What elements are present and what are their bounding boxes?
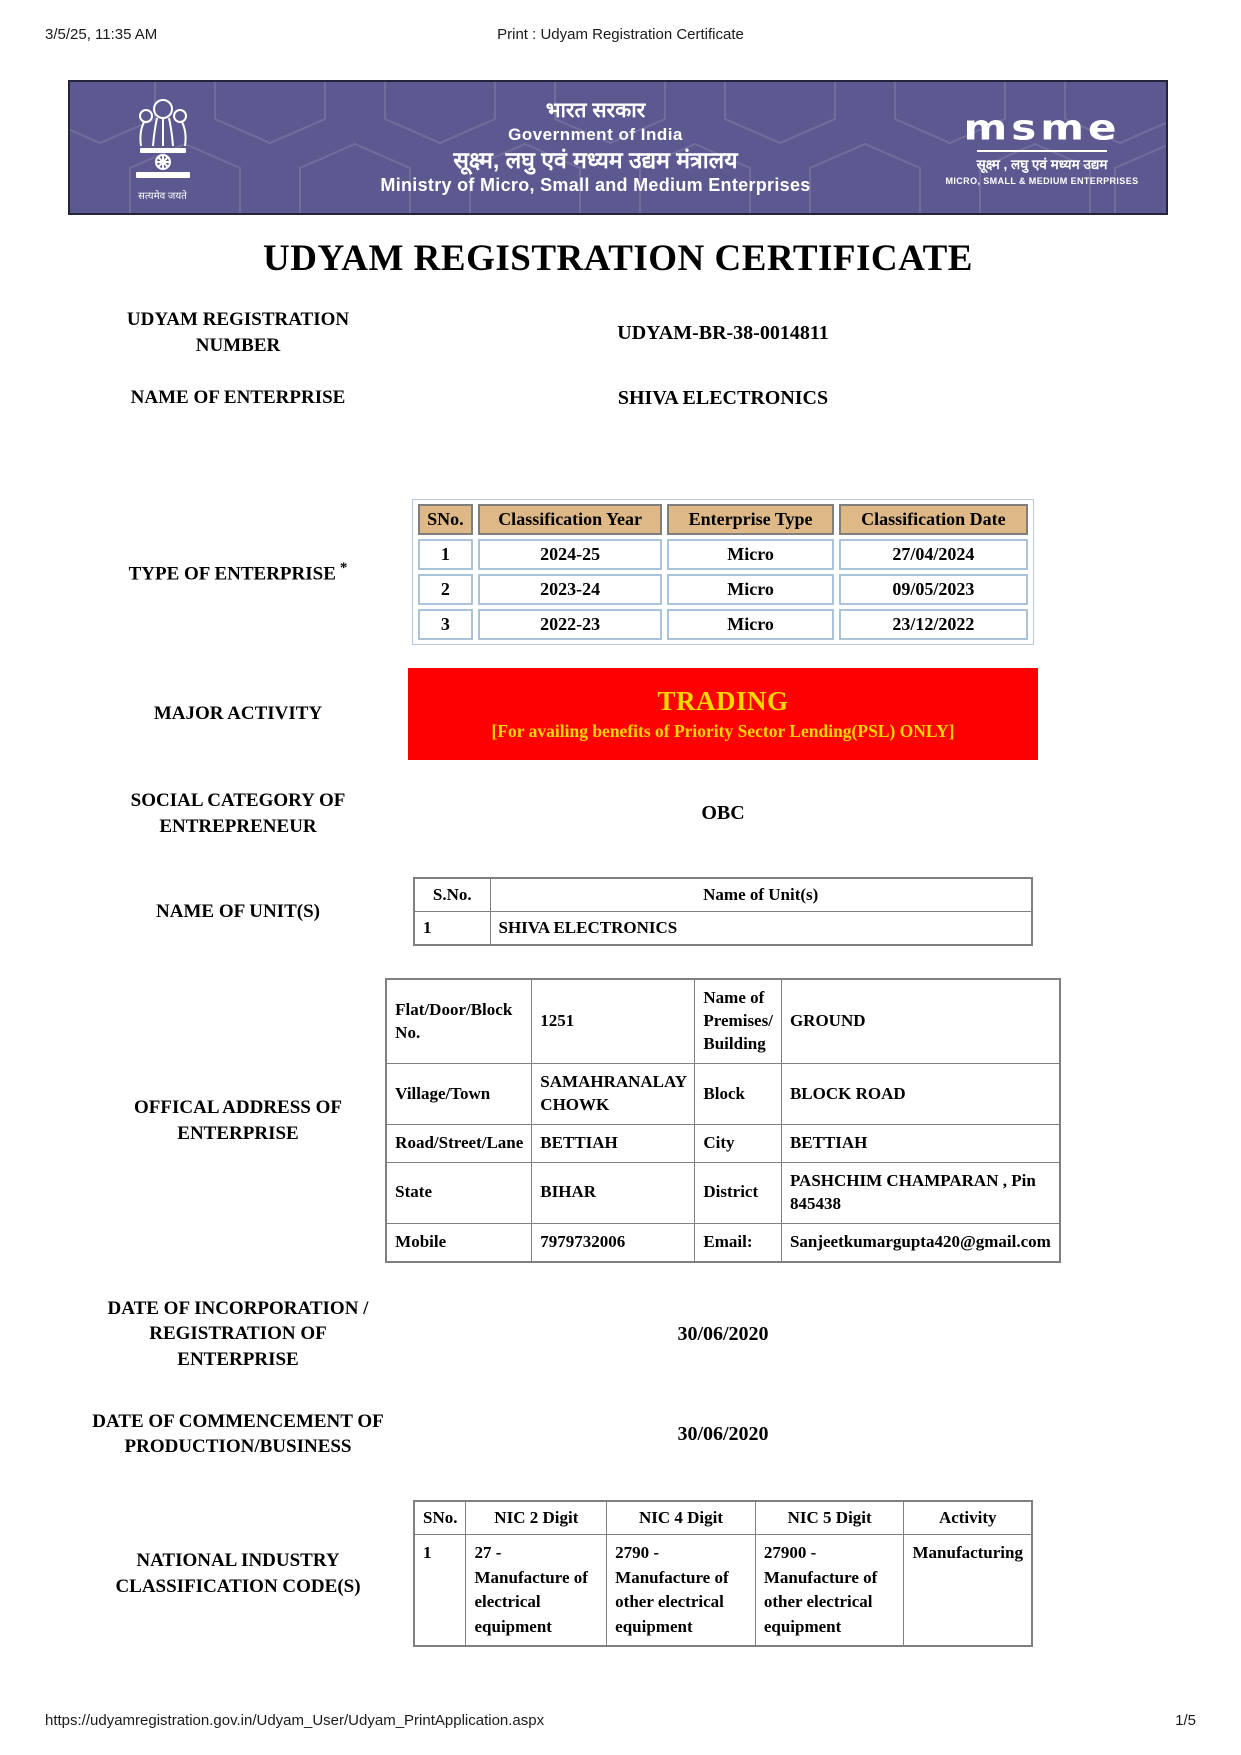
column-header: NIC 2 Digit [466, 1501, 607, 1535]
column-header: NIC 5 Digit [755, 1501, 904, 1535]
cell: 2 [418, 574, 473, 605]
emblem-caption: सत्यमेव जयते [138, 190, 187, 202]
cell: Manufacturing [904, 1534, 1032, 1646]
table-row [414, 912, 1032, 946]
field-row-major-activity [68, 668, 1168, 760]
column-header: Classification Date [839, 504, 1028, 535]
msme-logo [936, 109, 1166, 187]
cell: 09/05/2023 [839, 574, 1028, 605]
field-row-units [68, 877, 1168, 946]
table-header-row [418, 504, 1028, 535]
footer-page-number: 1/5 [1175, 1712, 1196, 1729]
banner-gov-english: Government of India [508, 125, 683, 145]
cell-value: PASHCHIM CHAMPARAN , Pin 845438 [781, 1162, 1059, 1223]
cell-label: Village/Town [386, 1064, 532, 1125]
table-row [386, 979, 1060, 1063]
field-row-social-category [68, 788, 1168, 839]
msme-tagline-english: MICRO, SMALL & MEDIUM ENTERPRISES [945, 176, 1139, 187]
column-header: SNo. [414, 1501, 466, 1535]
cell: 3 [418, 609, 473, 640]
table-row [386, 1162, 1060, 1223]
field-row-nic-codes [68, 1500, 1168, 1648]
field-label: UDYAM REGISTRATION NUMBER [126, 309, 350, 356]
certificate [68, 80, 1168, 1647]
enterprise-name-value: SHIVA ELECTRONICS [617, 386, 829, 409]
cell: 27/04/2024 [839, 539, 1028, 570]
cell-label: District [695, 1162, 782, 1223]
cell: 23/12/2022 [839, 609, 1028, 640]
classification-table [412, 499, 1034, 645]
msme-logo-text: msme [963, 107, 1121, 148]
table-row [386, 1124, 1060, 1162]
cell: 27 - Manufacture of electrical equipment [466, 1534, 607, 1646]
table-row [418, 574, 1028, 605]
banner-text [255, 98, 936, 197]
field-row-address [68, 978, 1168, 1262]
cell-label: Road/Street/Lane [386, 1124, 532, 1162]
cell-label: Email: [695, 1223, 782, 1261]
field-row-enterprise-name [68, 385, 1168, 411]
cell-label: Block [695, 1064, 782, 1125]
cell: 2790 - Manufacture of other electrical equipment [607, 1534, 756, 1646]
ashoka-emblem-icon [131, 94, 195, 186]
cell: Micro [667, 539, 833, 570]
table-row [386, 1064, 1060, 1125]
print-header [0, 26, 1241, 48]
incorporation-date-value: 30/06/2020 [677, 1322, 769, 1345]
cell-label: Mobile [386, 1223, 532, 1261]
table-row [418, 609, 1028, 640]
column-header: Activity [904, 1501, 1032, 1535]
msme-tagline-hindi: सूक्ष्म , लघु एवं मध्यम उद्यम [977, 150, 1108, 173]
column-header: Name of Unit(s) [490, 878, 1032, 912]
cell: SHIVA ELECTRONICS [490, 912, 1032, 946]
field-label: NAME OF ENTERPRISE [130, 387, 346, 409]
print-title: Print : Udyam Registration Certificate [497, 26, 744, 43]
cell-value: BETTIAH [781, 1124, 1059, 1162]
column-header: NIC 4 Digit [607, 1501, 756, 1535]
cell: Micro [667, 609, 833, 640]
cell-label: State [386, 1162, 532, 1223]
certificate-title: UDYAM REGISTRATION CERTIFICATE [263, 238, 973, 279]
cell-value: Sanjeetkumargupta420@gmail.com [781, 1223, 1059, 1261]
units-table [413, 877, 1033, 946]
footer-url: https://udyamregistration.gov.in/Udyam_User/Udyam_PrintApplication.aspx [45, 1712, 545, 1729]
field-label: NAME OF UNIT(S) [156, 900, 320, 922]
table-header-row [414, 878, 1032, 912]
table-header-row [414, 1501, 1032, 1535]
field-label: SOCIAL CATEGORY OF ENTREPRENEUR [130, 790, 346, 837]
cell-value: BLOCK ROAD [781, 1064, 1059, 1125]
gov-banner [68, 80, 1168, 215]
cell-value: BIHAR [532, 1162, 695, 1223]
cell: 2022-23 [478, 609, 663, 640]
field-label: DATE OF COMMENCEMENT OF PRODUCTION/BUSINESS [92, 1410, 384, 1458]
table-row [386, 1223, 1060, 1261]
column-header: Enterprise Type [667, 504, 833, 535]
emblem-block [70, 94, 255, 202]
banner-gov-hindi: भारत सरकार [545, 99, 646, 123]
column-header: Classification Year [478, 504, 663, 535]
field-label: NATIONAL INDUSTRY CLASSIFICATION CODE(S) [115, 1550, 361, 1597]
field-row-commencement-date [68, 1409, 1168, 1460]
banner-ministry-english: Ministry of Micro, Small and Medium Enterprises [380, 175, 811, 196]
field-row-enterprise-type [68, 499, 1168, 645]
commencement-date-value: 30/06/2020 [677, 1422, 769, 1445]
cell-label: Flat/Door/Block No. [386, 979, 532, 1063]
field-label: MAJOR ACTIVITY [153, 703, 323, 725]
major-activity-value: TRADING [657, 686, 789, 716]
print-datetime: 3/5/25, 11:35 AM [45, 26, 158, 43]
major-activity-note: [For availing benefits of Priority Sector Lending(PSL) ONLY] [491, 721, 955, 741]
print-footer [45, 1712, 1196, 1734]
cell-value: GROUND [781, 979, 1059, 1063]
cell-label: Name of Premises/ Building [695, 979, 782, 1063]
major-activity-banner [408, 668, 1038, 760]
field-row-incorporation-date [68, 1296, 1168, 1373]
social-category-value: OBC [701, 802, 745, 825]
address-table [385, 978, 1061, 1262]
field-label: DATE OF INCORPORATION / REGISTRATION OF ENTERPRISE [107, 1297, 369, 1370]
cell: 1 [414, 1534, 466, 1646]
registration-number-value: UDYAM-BR-38-0014811 [617, 321, 829, 344]
cell-label: City [695, 1124, 782, 1162]
table-row [418, 539, 1028, 570]
cell-value: 1251 [532, 979, 695, 1063]
column-header: SNo. [418, 504, 473, 535]
cell-value: BETTIAH [532, 1124, 695, 1162]
cell: 1 [418, 539, 473, 570]
cell: 2024-25 [478, 539, 663, 570]
asterisk-mark: * [339, 559, 348, 576]
field-label: OFFICAL ADDRESS OF ENTERPRISE [134, 1096, 342, 1144]
cell-value: 7979732006 [532, 1223, 695, 1261]
column-header: S.No. [414, 878, 490, 912]
cell: Micro [667, 574, 833, 605]
field-label: TYPE OF ENTERPRISE * [128, 559, 348, 584]
field-row-registration-number [68, 306, 1168, 360]
cell: 1 [414, 912, 490, 946]
cell: 2023-24 [478, 574, 663, 605]
banner-ministry-hindi: सूक्ष्म, लघु एवं मध्यम उद्यम मंत्रालय [453, 146, 738, 173]
cell: 27900 - Manufacture of other electrical equipment [755, 1534, 904, 1646]
cell-value: SAMAHRANALAY CHOWK [532, 1064, 695, 1125]
nic-table [413, 1500, 1033, 1648]
table-row [414, 1534, 1032, 1646]
